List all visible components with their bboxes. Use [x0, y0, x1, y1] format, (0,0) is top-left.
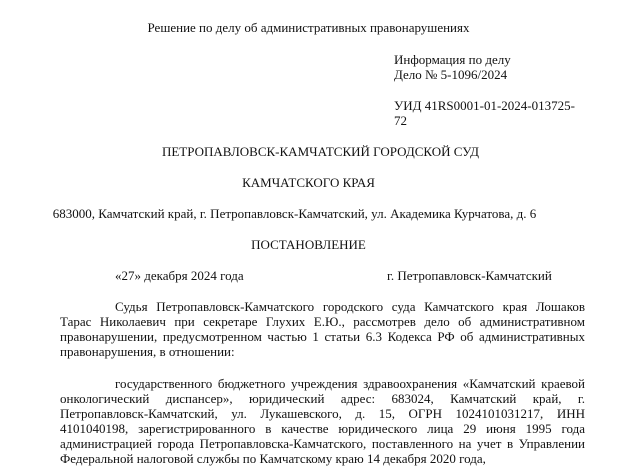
paragraph-line: администрацией города Петропавловска-Камчатского, поставленного на учет в Управлении	[60, 436, 585, 451]
paragraph-line: Тарас Николаевич при секретаре Глухих Е.Ю., рассмотрев дело об административном	[60, 314, 585, 329]
paragraph-line: правонарушения, в отношении:	[60, 344, 235, 359]
paragraph-line: Судья Петропавловск-Камчатского городского суда Камчатского края Лошаков	[115, 299, 585, 314]
paragraph-line: Петропавловск-Камчатский, ул. Лукашевского, д. 15, ОГРН 1024101031217, ИНН	[60, 406, 585, 421]
court-address: 683000, Камчатский край, г. Петропавловск-Камчатский, ул. Академика Курчатова, д. 6	[52, 206, 537, 221]
case-info-label: Информация по делу	[394, 52, 511, 67]
document-city: г. Петропавловск-Камчатский	[387, 268, 552, 283]
document-type: ПОСТАНОВЛЕНИЕ	[251, 237, 366, 252]
paragraph-line: онкологический диспансер», юридический адрес: 683024, Камчатский край, г.	[60, 391, 585, 406]
uid-line-1: УИД 41RS0001-01-2024-013725-	[394, 98, 575, 113]
court-name-line-1: ПЕТРОПАВЛОВСК-КАМЧАТСКИЙ ГОРОДСКОЙ СУД	[161, 144, 480, 159]
uid-line-2: 72	[394, 113, 407, 128]
paragraph-line: Федеральной налоговой службы по Камчатскому краю 14 декабря 2020 года,	[60, 451, 486, 466]
paragraph-line: государственного бюджетного учреждения здравоохранения «Камчатский краевой	[115, 376, 585, 391]
paragraph-line: правонарушении, предусмотренном частью 1 статьи 6.3 Кодекса РФ об административных	[60, 329, 585, 344]
document-date: «27» декабря 2024 года	[115, 268, 244, 283]
document-heading: Решение по делу об административных правонарушениях	[147, 20, 470, 35]
case-number: Дело № 5-1096/2024	[394, 67, 508, 82]
paragraph-line: 4101040198, зарегистрированного в качестве юридического лица 29 июня 1995 года	[60, 421, 585, 436]
court-name-line-2: КАМЧАТСКОГО КРАЯ	[242, 175, 375, 190]
